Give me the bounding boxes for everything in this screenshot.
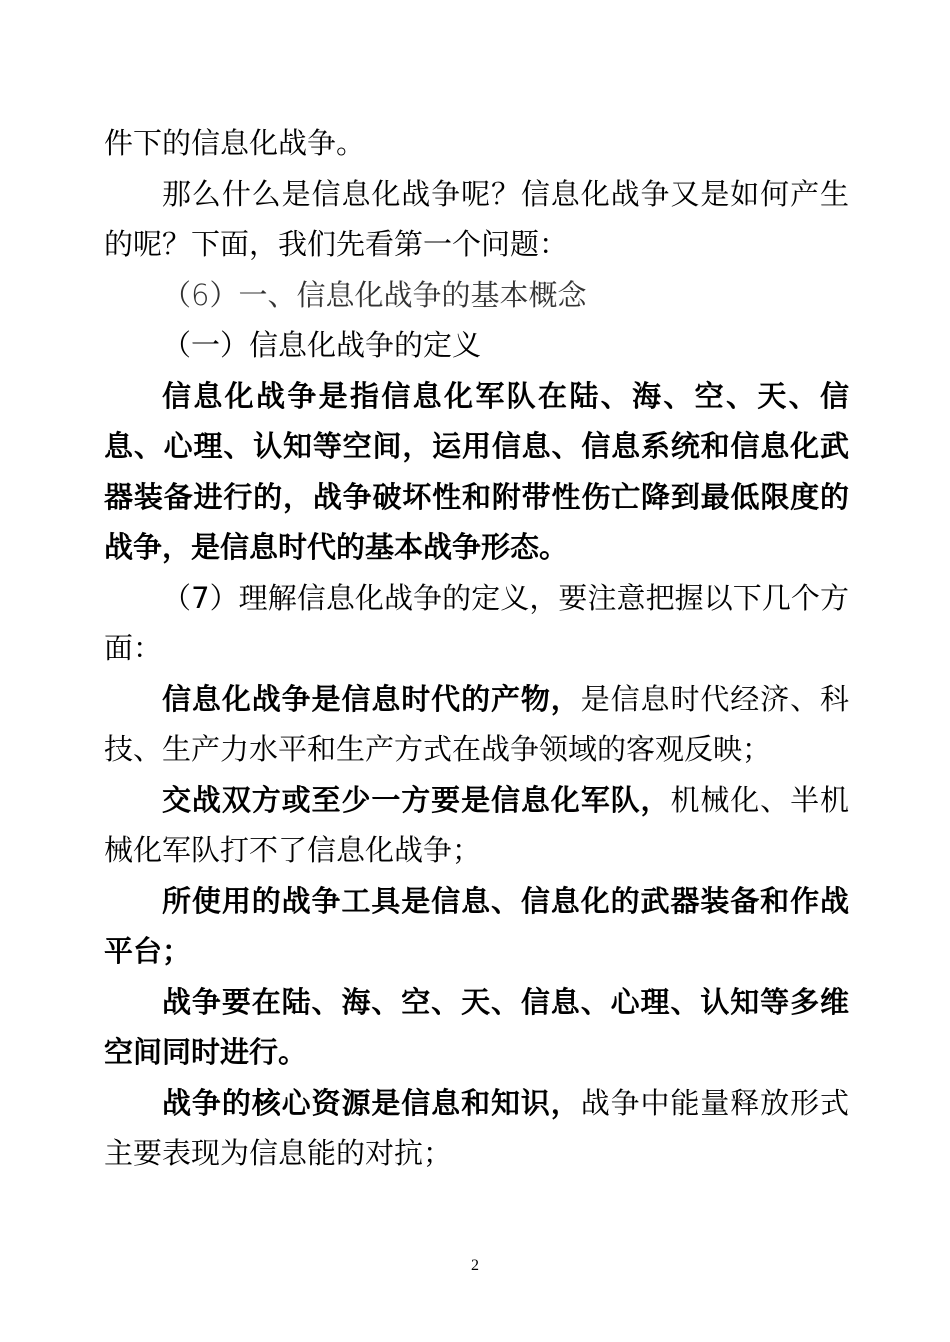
bold-text: 战争要在陆、海、空、天、信息、心理、认知等多维空间同时进行。 — [104, 984, 849, 1069]
bold-text: 信息化战争是信息时代的产物， — [162, 681, 581, 716]
text-run: 是信息时代经济、科技、生产力水平和生产方式在战争领域的客观反映； — [104, 681, 849, 766]
paragraph — [104, 1078, 849, 1179]
paragraph — [104, 775, 849, 876]
text-run: （7）理解信息化战争的定义，要注意把握以下几个方面： — [104, 580, 849, 665]
paragraph — [104, 270, 849, 321]
paragraph — [104, 977, 849, 1078]
paragraph — [104, 320, 849, 371]
text-run: （6）一、信息化战争的基本概念 — [162, 277, 587, 312]
text-run: 那么什么是信息化战争呢？信息化战争又是如何产生的呢？下面，我们先看第一个问题： — [104, 176, 849, 261]
text-run: 机械化、半机械化军队打不了信息化战争； — [104, 782, 849, 867]
text-run: 战争中能量释放形式主要表现为信息能的对抗； — [104, 1085, 849, 1170]
body-text — [104, 118, 849, 1179]
bold-text: 信息化战争是指信息化军队在陆、海、空、天、信息、心理、认知等空间，运用信息、信息系统和信息化武器装备进行的，战争破坏性和附带性伤亡降到最低限度的战争，是信息时代的基本战争形态。 — [104, 378, 849, 564]
paragraph — [104, 674, 849, 775]
bold-text: 交战双方或至少一方要是信息化军队， — [162, 782, 671, 817]
paragraph — [104, 876, 849, 977]
text-run: 件下的信息化战争。 — [104, 126, 366, 160]
bold-text: 战争的核心资源是信息和知识， — [162, 1085, 581, 1120]
bold-text: 所使用的战争工具是信息、信息化的武器装备和作战平台； — [104, 883, 849, 968]
paragraph — [104, 169, 849, 270]
paragraph — [104, 371, 849, 573]
paragraph — [104, 118, 849, 169]
paragraph — [104, 573, 849, 674]
page-number: 2 — [471, 1257, 479, 1274]
text-run: （一）信息化战争的定义 — [162, 328, 482, 362]
